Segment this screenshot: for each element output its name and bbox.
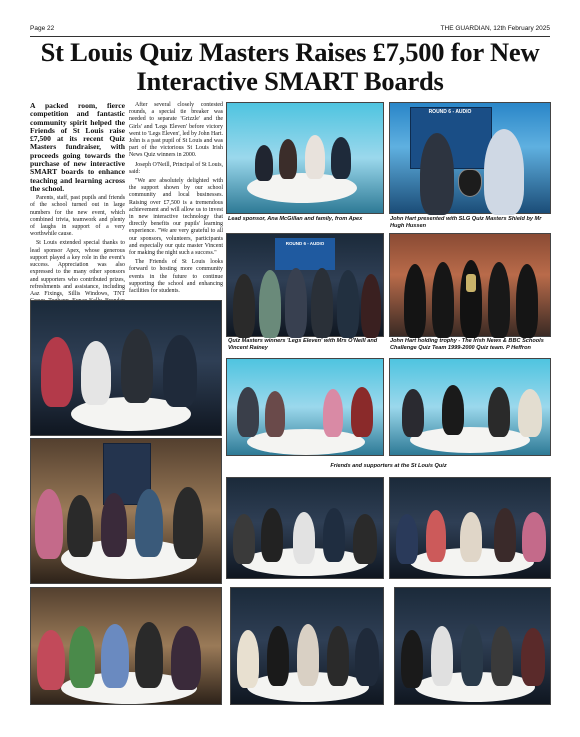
- publication-dateline: THE GUARDIAN, 12th February 2025: [440, 25, 550, 32]
- photo-person: [233, 274, 255, 338]
- article-paragraph: St Louis extended special thanks to lead sponsor Apex, whose generous support played a key role in the event's success. Appreciation was also expressed to the many other sponsors and supporters who contributed prizes, refreshments and assistance, including Aaz Fixings, Sillis Windows, TNT: [30, 240, 125, 297]
- photo-person: [237, 387, 259, 437]
- photo-table: [247, 429, 365, 455]
- photo-person: [305, 135, 325, 179]
- photo-person: [461, 624, 483, 686]
- photo-person: [353, 514, 377, 564]
- photo-friends-2: [226, 358, 384, 456]
- photo-trophy-team: [389, 233, 551, 337]
- article-column-2: [129, 102, 223, 300]
- photo-person: [121, 329, 153, 403]
- article-paragraph: Parents, staff, past pupils and friends of the school turned out in large numbers for the new event, which combined trivia, teamwork and plenty of laughs in support of a very worthwhile cause.: [30, 195, 125, 238]
- photo-shield-presentation: [389, 102, 551, 214]
- caption-trophy: John Hart holding trophy - The Irish News & BBC Schools Challenge Quiz Team 1999-2000 Quiz team. P Heffron: [390, 338, 544, 351]
- photo-person: [431, 626, 453, 686]
- screen-text: ROUND 6 - AUDIO: [285, 241, 325, 246]
- article-paragraph: After several closely contested rounds, a special tie breaker was needed to separate 'Grizzle' and the Girls' and 'Legs Eleven' before victory went to 'Legs Eleven', led by John Hart. John is a past pupil of St Louis and was part of the victorious St Louis Irish News Quiz winners in 2000.: [129, 102, 223, 159]
- photo-person: [404, 264, 426, 338]
- photo-person: [516, 264, 538, 338]
- photo-person: [297, 624, 319, 686]
- photo-person: [494, 508, 516, 562]
- article-lead: A packed room, fierce competition and fantastic community spirit helped the Friends of St Louis raise £7,500 at its recent Quiz Masters fundraiser, with proceeds going towards the purchase of new interactive SMART boards to enhance teaching and learning across the school.: [30, 101, 125, 193]
- caption-shield: John Hart presented with SLG Quiz Masters Shield by Mr Hugh Hussen: [390, 216, 542, 229]
- photo-person: [173, 487, 203, 559]
- photo-person: [35, 489, 63, 559]
- photo-person: [81, 341, 111, 405]
- photo-person: [488, 262, 510, 338]
- photo-person: [279, 139, 297, 179]
- photo-person: [491, 626, 513, 686]
- photo-person: [101, 624, 129, 688]
- photo-person: [351, 387, 373, 437]
- photo-person: [41, 337, 73, 407]
- photo-person: [233, 514, 255, 564]
- photo-person: [135, 489, 163, 557]
- photo-person: [420, 133, 454, 215]
- photo-person: [484, 129, 524, 215]
- trophy: [466, 274, 476, 292]
- photo-person: [323, 508, 345, 562]
- photo-person: [101, 493, 127, 557]
- photo-lead-sponsor: [226, 102, 384, 214]
- photo-person: [285, 268, 307, 338]
- photo-person: [37, 630, 65, 690]
- screen-text: ROUND 6 - AUDIO: [428, 109, 472, 115]
- photo-person: [265, 391, 285, 437]
- article-paragraph: "We are absolutely delighted with the support shown by our school community and local businesses. Raising over £7,500 is a tremendous achievement and will allow us to invest in new interactive technology that directly benefits our pupils' learning experience. "We are very grateful to all our sponsors, volunteers, participants and especially our quiz master Vincent for making the night such a success.": [129, 178, 223, 257]
- photo-person: [396, 514, 418, 564]
- photo-person: [522, 512, 546, 562]
- photo-person: [361, 274, 381, 338]
- photo-friends-4: [30, 438, 222, 584]
- photo-person: [460, 512, 482, 562]
- photo-table: [410, 427, 530, 453]
- photo-friends-9: [394, 587, 551, 705]
- photo-person: [69, 626, 95, 688]
- photo-person: [67, 495, 93, 557]
- photo-person: [521, 628, 545, 686]
- photo-person: [259, 270, 281, 338]
- photo-person: [518, 389, 542, 437]
- photo-person: [426, 510, 446, 562]
- page-header: [30, 24, 550, 37]
- photo-person: [331, 137, 351, 179]
- photo-friends-5: [226, 477, 384, 579]
- photo-person: [442, 385, 464, 435]
- photo-friends-6: [389, 477, 551, 579]
- photo-person: [401, 630, 423, 688]
- photo-person: [311, 268, 333, 338]
- photo-person: [323, 389, 343, 437]
- article-paragraph: Joseph O'Neill, Principal of St Louis, said:: [129, 161, 223, 175]
- photo-person: [432, 262, 454, 338]
- photo-person: [163, 335, 197, 407]
- photo-person: [460, 260, 482, 338]
- photo-person: [488, 387, 510, 437]
- caption-friends: Friends and supporters at the St Louis Quiz: [330, 463, 447, 469]
- photo-person: [337, 270, 359, 338]
- photo-person: [135, 622, 163, 688]
- article-column-1: [30, 102, 125, 302]
- photo-person: [261, 508, 283, 562]
- photo-person: [171, 626, 201, 690]
- photo-winners: [226, 233, 384, 337]
- photo-person: [267, 626, 289, 686]
- article-paragraph: The Friends of St Louis looks forward to hosting more community events in the future to continue supporting the school and enhancing facilities for students.: [129, 259, 223, 295]
- photo-person: [293, 512, 315, 564]
- photo-friends-3: [389, 358, 551, 456]
- caption-lead-sponsor: Lead sponsor, Ana McGillan and family, from Apex: [228, 216, 363, 222]
- quiz-shield: [458, 169, 482, 197]
- caption-winners: Quiz Masters winners 'Legs Eleven' with Mrs O'Neill and Vincent Rainey: [228, 338, 378, 351]
- photo-person: [402, 389, 424, 437]
- photo-person: [355, 628, 379, 686]
- page-number: Page 22: [30, 25, 55, 32]
- photo-person: [327, 626, 349, 686]
- photo-person: [255, 145, 273, 181]
- photo-friends-7: [30, 587, 222, 705]
- headline: St Louis Quiz Masters Raises £7,500 for New Interactive SMART Boards: [40, 37, 540, 96]
- photo-person: [237, 630, 259, 688]
- photo-friends-1: [30, 300, 222, 436]
- photo-friends-8: [230, 587, 384, 705]
